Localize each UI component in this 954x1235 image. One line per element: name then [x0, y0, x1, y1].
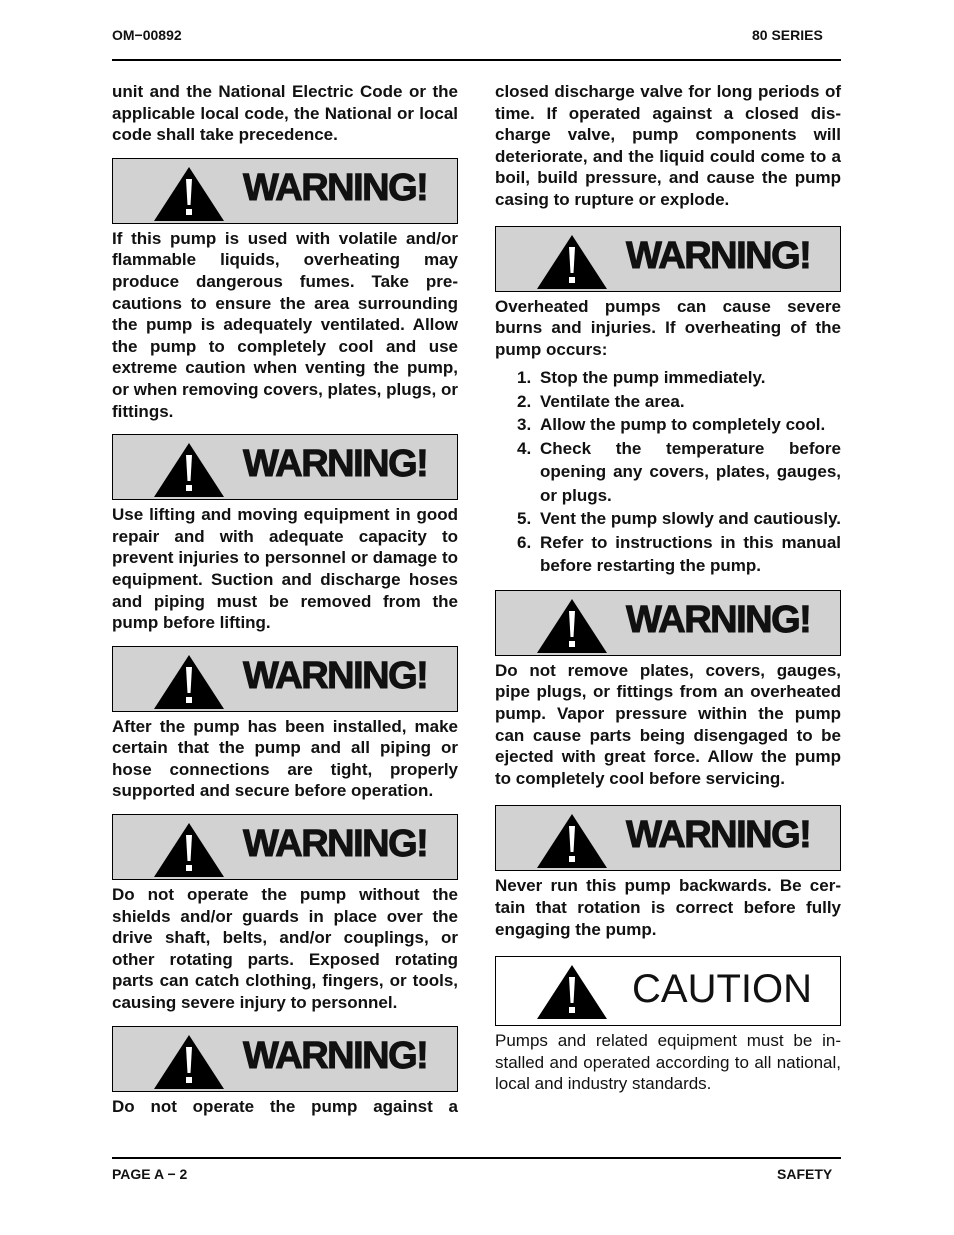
- exclamation-triangle-icon: [154, 165, 226, 223]
- exclamation-triangle-icon: [537, 233, 609, 291]
- caution-box: [495, 956, 841, 1026]
- step-number: 4.: [517, 438, 532, 458]
- caution-label: CAUTION: [632, 967, 812, 1012]
- page-number: PAGE A − 2: [112, 1166, 188, 1182]
- left-column: [112, 81, 458, 1117]
- series-label: 80 SERIES: [752, 27, 823, 43]
- warning-box: [112, 814, 458, 880]
- list-item: [495, 531, 841, 578]
- warning-text-volatile: If this pump is used with volatile and/or flammable liquids, overheating may produce dangerous fumes. Take precautions to ensure the area surrounding the pump is adequately ventilated. Allow the pump to completely cool and use extreme caution when venting the pump, or when removing covers, plates, plugs, or fittings.: [112, 228, 458, 421]
- closed-valve-continued: closed discharge valve for long periods of time. If operated against a closed discharge valve, pump components will deteriorate, and the liquid could come to a boil, build pressure, and cause the pump casing to rupture or explode.: [495, 82, 841, 209]
- warning-box: [495, 590, 841, 656]
- footer-rule: [112, 1157, 841, 1159]
- list-item: [495, 390, 841, 414]
- step-text: Vent the pump slowly and cautiously.: [540, 509, 842, 529]
- warning-label: WARNING!: [626, 814, 811, 857]
- warning-box: [112, 158, 458, 224]
- warning-box: [495, 805, 841, 871]
- warning-text-overheated: Overheated pumps can cause severe burns and injuries. If overheating of the pump occurs:: [495, 296, 841, 359]
- warning-label: WARNING!: [243, 1034, 428, 1077]
- exclamation-triangle-icon: [154, 821, 226, 879]
- warning-label: WARNING!: [243, 823, 428, 866]
- list-item: [495, 507, 841, 531]
- warning-box: [495, 226, 841, 292]
- step-number: 6.: [517, 532, 532, 552]
- warning-text-guards: Do not operate the pump without the shields and/or guards in place over the drive shaft, belts, and/or couplings, or other rotating parts. Exposed rotating parts can catch clothing, fingers, or tools, causing severe injury to personnel.: [112, 885, 458, 1013]
- exclamation-triangle-icon: [537, 812, 609, 870]
- warning-label: WARNING!: [243, 443, 428, 486]
- step-number: 2.: [517, 391, 532, 411]
- warning-label: WARNING!: [626, 234, 811, 277]
- step-number: 1.: [517, 368, 532, 388]
- overheating-steps: [495, 366, 841, 578]
- warning-box: [112, 1026, 458, 1092]
- right-column: [495, 81, 841, 1095]
- warning-box: [112, 646, 458, 712]
- warning-text-closed-valve: Do not operate the pump against a: [112, 1096, 458, 1116]
- warning-text-vapor-pressure: Do not remove plates, covers, gauges, pipe plugs, or fittings from an overheated pump. Vapor pressure within the pump can cause parts being disengaged to be ejected with great force. Allow the pump to completely cool before servicing.: [495, 660, 841, 788]
- step-number: 5.: [517, 509, 532, 529]
- warning-label: WARNING!: [243, 654, 428, 697]
- exclamation-triangle-icon: [537, 597, 609, 655]
- header-rule: [112, 59, 841, 61]
- intro-paragraph: unit and the National Electric Code or the applicable local code, the National or local code shall take precedence.: [112, 82, 458, 145]
- exclamation-triangle-icon: [537, 963, 609, 1021]
- list-item: [495, 437, 841, 508]
- warning-text-rotation: Never run this pump backwards. Be certain that rotation is correct before fully engaging the pump.: [495, 876, 841, 939]
- warning-text-connections: After the pump has been installed, make certain that the pump and all piping or hose connections are tight, properly supported and secure before operation.: [112, 716, 458, 801]
- step-text: Refer to instructions in this manual before restarting the pump.: [540, 532, 841, 576]
- exclamation-triangle-icon: [154, 1033, 226, 1091]
- step-text: Check the temperature before opening any covers, plates, gauges, or plugs.: [540, 438, 841, 505]
- section-label: SAFETY: [777, 1166, 833, 1182]
- warning-text-lifting: Use lifting and moving equipment in good repair and with adequate capacity to prevent injuries to personnel or damage to equipment. Suction and discharge hoses and piping must be removed from the pump before lifting.: [112, 505, 458, 633]
- step-text: Allow the pump to completely cool.: [540, 415, 826, 435]
- exclamation-triangle-icon: [154, 653, 226, 711]
- step-text: Stop the pump immediately.: [540, 368, 766, 388]
- list-item: [495, 413, 841, 437]
- caution-text-standards: Pumps and related equipment must be installed and operated according to all national, local and industry standards.: [495, 1031, 841, 1094]
- list-item: [495, 366, 841, 390]
- step-number: 3.: [517, 415, 532, 435]
- warning-box: [112, 434, 458, 500]
- exclamation-triangle-icon: [154, 441, 226, 499]
- warning-label: WARNING!: [243, 166, 428, 209]
- document-id: OM−00892: [112, 27, 182, 43]
- step-text: Ventilate the area.: [540, 391, 685, 411]
- warning-label: WARNING!: [626, 598, 811, 641]
